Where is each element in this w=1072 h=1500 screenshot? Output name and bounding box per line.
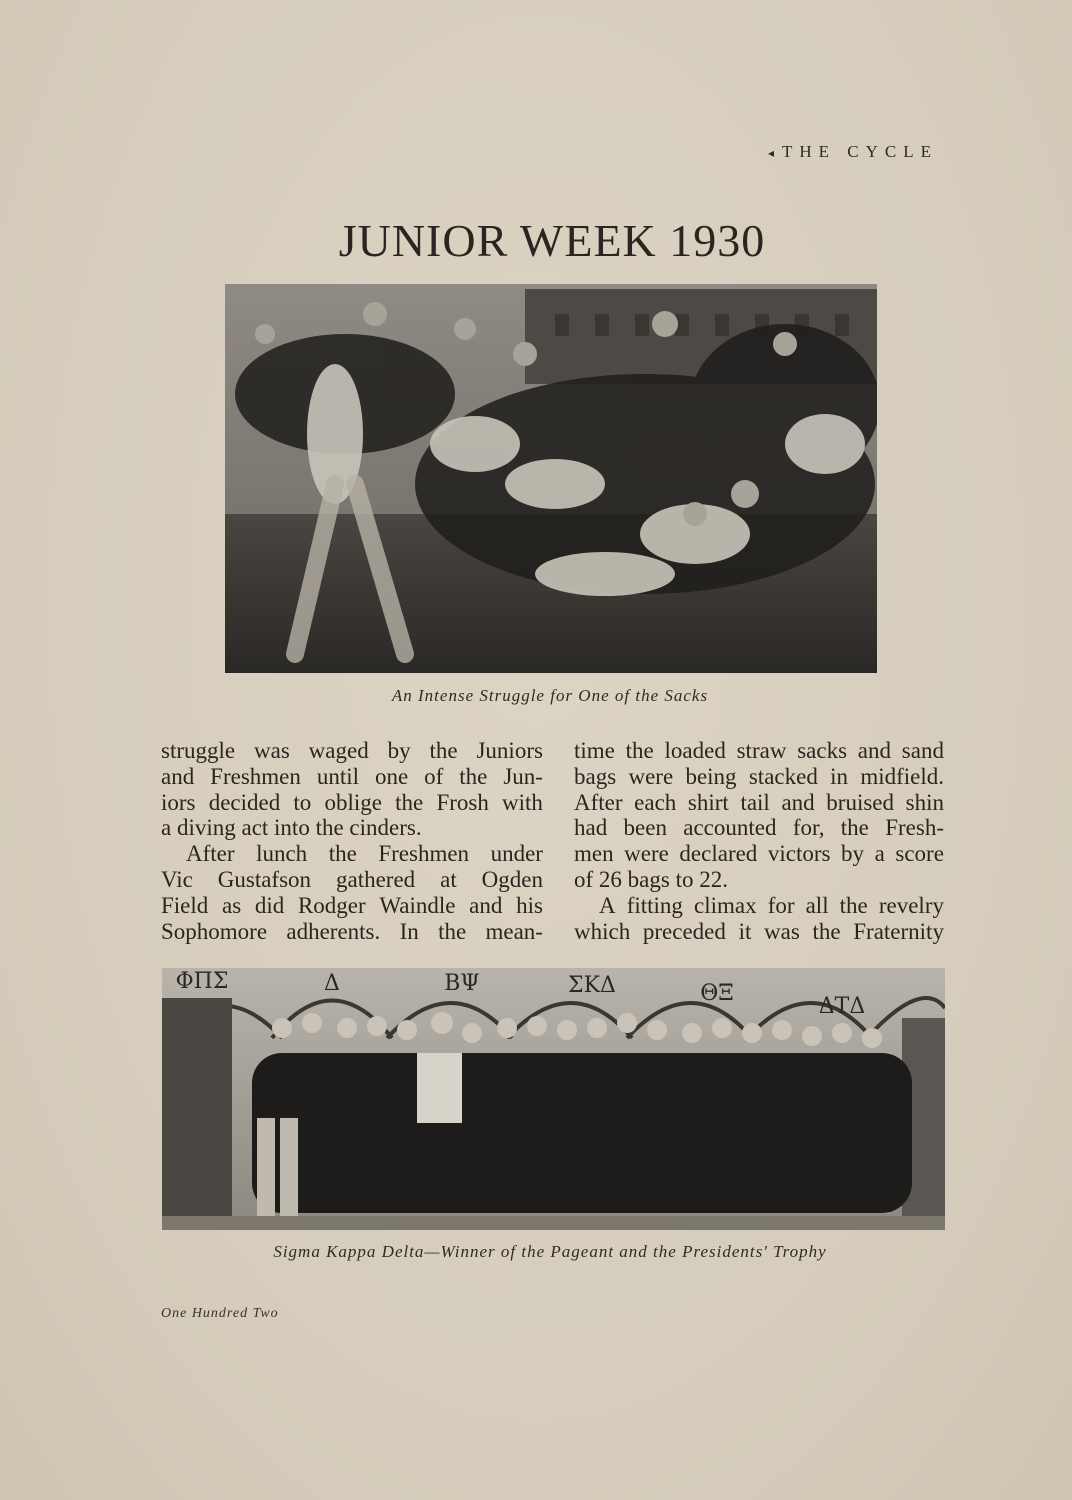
page-folio: One Hundred Two — [161, 1306, 279, 1321]
body-word: sand — [901, 738, 944, 763]
sign-label: ΦΠΣ — [175, 969, 229, 994]
body-word: and — [781, 789, 815, 815]
body-word: men — [574, 841, 614, 867]
body-word: was — [764, 918, 800, 944]
body-word: with — [502, 789, 543, 815]
body-word: time — [574, 738, 615, 763]
body-word: sacks — [797, 738, 848, 763]
body-word: climax — [694, 892, 757, 918]
body-column-right — [574, 738, 944, 944]
body-word: as — [221, 892, 242, 918]
body-word: by — [387, 738, 411, 763]
body-word: each — [634, 789, 677, 815]
body-word: Freshmen — [210, 763, 301, 789]
body-word: struggle — [161, 738, 236, 763]
body-line — [161, 790, 543, 816]
body-line — [161, 764, 543, 790]
body-line — [574, 738, 944, 764]
photo-group — [162, 968, 945, 1230]
running-head — [768, 142, 938, 162]
body-word: the — [459, 763, 488, 789]
body-line — [574, 919, 944, 945]
body-word: loaded — [664, 738, 726, 763]
body-word: and — [469, 892, 503, 918]
body-word: under — [490, 841, 543, 867]
sign-label: ΔΤΔ — [818, 994, 866, 1019]
body-word: and — [161, 763, 195, 789]
body-word: fitting — [626, 892, 683, 918]
body-word: A — [599, 892, 616, 918]
body-word: In — [399, 918, 419, 944]
body-word: one — [374, 763, 409, 789]
body-word: the — [395, 789, 424, 815]
body-word: were — [628, 763, 674, 789]
body-word: for, — [792, 815, 825, 841]
body-word: Freshmen — [378, 841, 470, 867]
body-word: was — [254, 738, 290, 763]
body-line — [161, 919, 543, 945]
body-word: being — [685, 763, 737, 789]
body-word: straw — [736, 738, 787, 763]
body-line — [161, 893, 543, 919]
body-word: decided — [208, 789, 281, 815]
body-word: victors — [767, 841, 831, 867]
sign-label: ΒΨ — [444, 971, 480, 996]
body-line — [574, 790, 944, 816]
body-word: adherents. — [286, 918, 381, 944]
body-word: to — [293, 789, 312, 815]
body-word: did — [254, 892, 285, 918]
body-word: Vic — [161, 866, 193, 892]
body-line — [161, 841, 543, 867]
body-word: After — [574, 789, 623, 815]
body-word: it — [738, 918, 752, 944]
body-line — [161, 867, 543, 893]
body-word: After — [186, 841, 235, 867]
photo-group-icon — [162, 968, 945, 1230]
body-word: Waindle — [379, 892, 456, 918]
body-word: the — [839, 892, 868, 918]
body-word: all — [805, 892, 829, 918]
body-word: Juniors — [476, 738, 543, 763]
body-word: oblige — [324, 789, 382, 815]
photo-scrum — [225, 284, 877, 673]
body-word: declared — [679, 841, 758, 867]
body-word: and — [857, 738, 892, 763]
body-word: at — [440, 866, 457, 892]
body-word: Rodger — [297, 892, 366, 918]
body-word: had — [574, 815, 608, 841]
body-word: score — [895, 841, 944, 867]
caption-group: Sigma Kappa Delta—Winner of the Pageant and the Presidents' Trophy — [273, 1242, 827, 1261]
sign-label: Δ — [324, 971, 340, 996]
body-word: Field — [161, 892, 209, 918]
body-word: the — [625, 738, 654, 763]
body-word: shirt — [687, 789, 729, 815]
body-line — [161, 738, 543, 764]
body-word: Gustafson — [217, 866, 312, 892]
body-line — [574, 764, 944, 790]
photo-scrum-icon — [225, 284, 877, 673]
body-line: of 26 bags to 22. — [574, 866, 728, 892]
body-word: the — [812, 918, 841, 944]
body-word: a — [874, 841, 885, 867]
body-word: by — [841, 841, 865, 867]
body-word: preceded — [642, 918, 726, 944]
body-line — [574, 893, 944, 919]
body-word: tail — [740, 789, 770, 815]
body-word: waged — [308, 738, 369, 763]
body-word: accounted — [683, 815, 777, 841]
body-word: which — [574, 918, 631, 944]
body-word: Sophomore — [161, 918, 268, 944]
body-word: been — [623, 815, 667, 841]
body-word: revelry — [878, 892, 944, 918]
body-word: his — [516, 892, 543, 918]
body-word: of — [424, 763, 444, 789]
sign-label: ΘΞ — [700, 981, 734, 1006]
body-word: the — [429, 738, 458, 763]
body-word: until — [316, 763, 360, 789]
sign-label: ΣΚΔ — [568, 973, 616, 998]
body-word: the — [438, 918, 467, 944]
body-word: iors — [161, 789, 196, 815]
page-title: JUNIOR WEEK 1930 — [338, 215, 766, 266]
body-line — [574, 841, 944, 867]
caption-scrum: An Intense Struggle for One of the Sacks — [391, 686, 709, 705]
body-word: mean- — [485, 918, 543, 944]
body-line: a diving act into the cinders. — [161, 815, 422, 841]
body-column-left — [161, 738, 543, 944]
body-word: stacked — [748, 763, 818, 789]
body-word: lunch — [256, 841, 308, 867]
running-head-text: THE CYCLE — [781, 142, 938, 161]
body-word: Fresh- — [885, 815, 944, 841]
body-word: the — [328, 841, 357, 867]
body-word: bruised — [826, 789, 895, 815]
arrow-left-icon: ◂ — [767, 146, 774, 160]
body-word: for — [767, 892, 795, 918]
body-word: in — [830, 763, 849, 789]
body-word: were — [624, 841, 669, 867]
body-word: gathered — [335, 866, 416, 892]
body-word: the — [840, 815, 869, 841]
body-line — [574, 815, 944, 841]
body-word: shin — [905, 789, 944, 815]
body-word: bags — [574, 763, 617, 789]
body-word: Jun- — [503, 763, 543, 789]
body-word: Fraternity — [853, 918, 944, 944]
body-word: Ogden — [481, 866, 543, 892]
body-word: midfield. — [860, 763, 944, 789]
body-word: Frosh — [436, 789, 489, 815]
